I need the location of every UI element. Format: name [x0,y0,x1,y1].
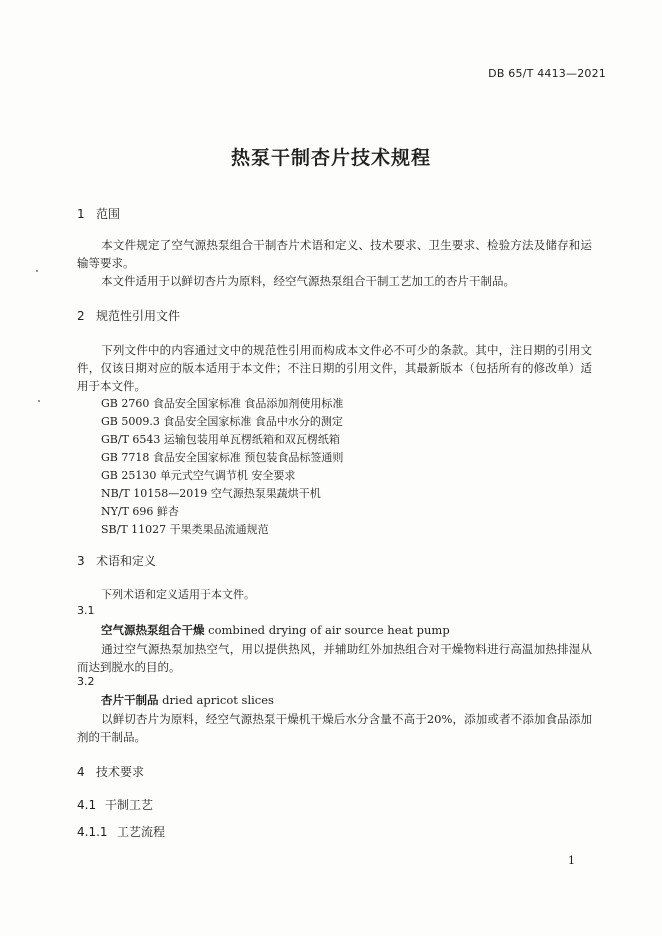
scan-speck [36,270,38,272]
section-title: 规范性引用文件 [96,309,181,323]
term-zh: 空气源热泵组合干燥 [101,623,205,637]
reference-item: SB/T 11027 干果类果品流通规范 [101,523,269,536]
term-heading [101,692,274,708]
section-number: 4 [77,765,85,779]
term-definition [77,710,592,746]
standard-code: DB 65/T 4413—2021 [488,67,606,80]
document-title: 热泵干制杏片技术规程 [230,147,431,169]
term-en: combined drying of air source heat pump [208,623,450,637]
paragraph-text: 以鲜切杏片为原料，经空气源热泵干燥机干燥后水分含量不高于20%，添加或者不添加食品添加剂的干制品。 [77,712,592,744]
section-heading-scope [77,205,120,222]
reference-item: GB 5009.3 食品安全国家标准 食品中水分的测定 [101,415,343,428]
section-title: 术语和定义 [96,554,157,568]
page-number: 1 [568,854,575,867]
paragraph-text: 通过空气源热泵加热空气，用以提供热风，并辅助红外加热组合对干燥物料进行高温加热排湿从而达到脱水的目的。 [77,642,592,674]
section-title: 范围 [96,207,121,221]
reference-item: GB 7718 食品安全国家标准 预包装食品标签通则 [101,451,344,464]
term-zh: 杏片干制品 [101,693,159,707]
section-heading-references [77,307,180,324]
subsection-heading [77,796,153,813]
section-number: 4.1 [77,798,97,812]
section-number: 4.1.1 [77,825,108,839]
term-heading [101,622,450,638]
terms-intro: 下列术语和定义适用于本文件。 [101,588,255,601]
reference-item: NB/T 10158—2019 空气源热泵果蔬烘干机 [101,487,321,500]
section-number: 3 [77,554,85,568]
scan-speck [38,400,40,402]
section-title: 工艺流程 [117,825,166,839]
paragraph-text: 本文件规定了空气源热泵组合干制杏片术语和定义、技术要求、卫生要求、检验方法及储存和运输等要求。 [77,238,592,270]
paragraph-text: 本文件适用于以鲜切杏片为原料，经空气源热泵组合干制工艺加工的杏片干制品。 [101,274,515,288]
reference-item: GB 2760 食品安全国家标准 食品添加剂使用标准 [101,397,344,410]
section-number: 1 [77,207,85,221]
reference-item: GB 25130 单元式空气调节机 安全要求 [101,469,296,482]
term-number: 3.2 [77,675,95,688]
section-title: 干制工艺 [105,798,154,812]
scope-paragraph-1 [77,236,592,272]
references-intro [77,341,592,395]
section-heading-technical [77,763,144,780]
section-heading-terms [77,552,156,569]
section-number: 2 [77,309,85,323]
term-number: 3.1 [77,604,95,617]
section-title: 技术要求 [96,765,145,779]
term-definition [77,640,592,676]
subsubsection-heading [77,823,165,840]
paragraph-text: 下列文件中的内容通过文中的规范性引用而构成本文件必不可少的条款。其中，注日期的引用文件，仅该日期对应的版本适用于本文件；不注日期的引用文件，其最新版本（包括所有的修改单）适用于本文件。 [77,343,592,393]
reference-item: NY/T 696 鲜杏 [101,505,179,518]
scope-paragraph-2 [77,272,592,290]
term-en: dried apricot slices [162,693,274,707]
reference-item: GB/T 6543 运输包装用单瓦楞纸箱和双瓦楞纸箱 [101,433,340,446]
